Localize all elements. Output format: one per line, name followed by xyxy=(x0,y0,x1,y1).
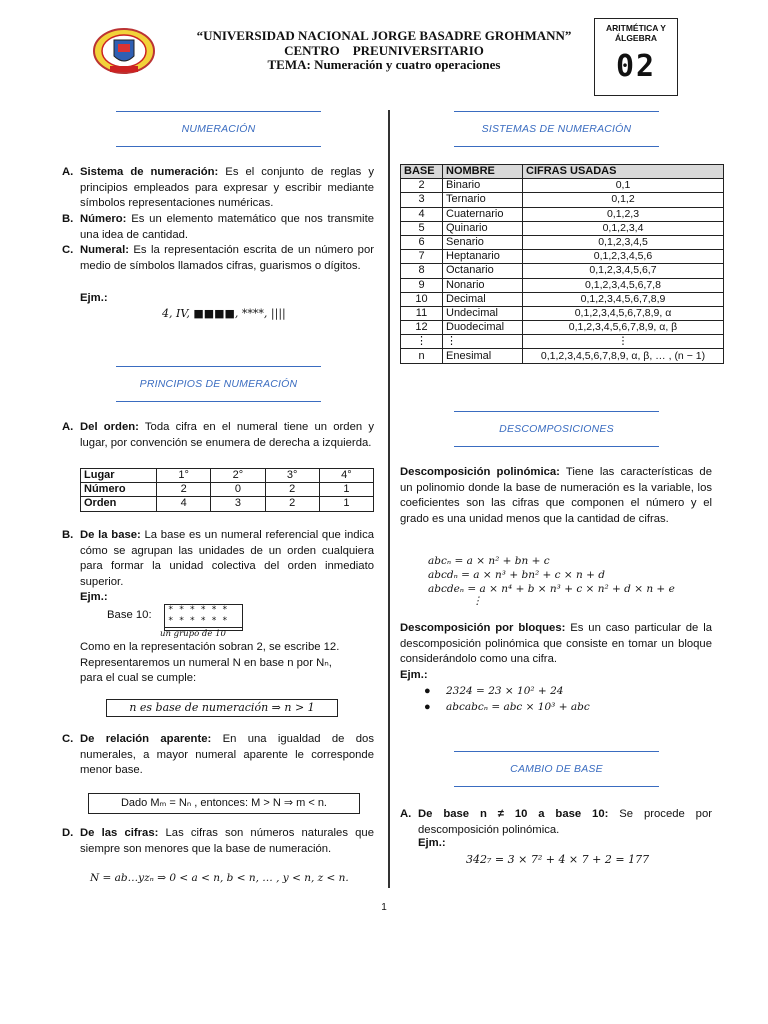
table-cell: ⋮ xyxy=(523,335,724,349)
term: De base n ≠ 10 a base 10: xyxy=(418,808,609,820)
item-marker: C. xyxy=(62,733,74,745)
descomposicion-bloques xyxy=(400,621,712,668)
column-header: CIFRAS USADAS xyxy=(523,165,724,179)
relacion-rule-box: Dado Mₘ = Nₙ , entonces: M > N ⇒ m < n. xyxy=(88,793,360,814)
principle-text: La base es un numeral referencial que indica cómo se agrupan las unidades de un orden cualquiera para formar la unidad colectiva del orden inmediato superior. xyxy=(80,529,375,588)
header-line-2: CENTRO PREUNIVERSITARIO xyxy=(284,43,484,58)
group-caption: un grupo de 10 xyxy=(160,629,226,639)
column-divider xyxy=(388,110,390,888)
table-cell: Decimal xyxy=(443,292,523,306)
table-row xyxy=(81,469,374,483)
principle-text: Toda cifra en el numeral tiene un orden y lugar, por convención se enumera de derecha a izquierda. xyxy=(80,421,374,449)
section-rule xyxy=(454,751,659,752)
table-cell: 0,1,2,3,4,5,6,7,8,9, α xyxy=(523,306,724,320)
table-row xyxy=(401,349,724,363)
poli-formula: ⋮ xyxy=(472,595,483,607)
section-title-cambio: CAMBIO DE BASE xyxy=(510,763,603,775)
principle-text: En una igualdad de dos numerales, a mayor numeral aparente le corresponde menor base. xyxy=(80,733,374,777)
table-cell: 3° xyxy=(265,469,319,483)
table-cell: 1 xyxy=(319,497,373,511)
item-marker: C. xyxy=(62,244,74,256)
term: Descomposición polinómica: xyxy=(400,466,560,478)
cambio-base-rule xyxy=(418,807,712,838)
column-header: BASE xyxy=(401,165,443,179)
table-cell: 0,1,2,3,4,5,6,7,8,9, α, β xyxy=(523,321,724,335)
term: Descomposición por bloques: xyxy=(400,622,566,634)
table-cell: Enesimal xyxy=(443,349,523,363)
section-rule xyxy=(116,366,321,367)
table-row xyxy=(401,292,724,306)
table-row xyxy=(401,193,724,207)
page-number: 1 xyxy=(381,902,387,913)
table-cell: 2 xyxy=(157,483,211,497)
item-marker: A. xyxy=(62,166,74,178)
table-cell: 2° xyxy=(211,469,265,483)
poli-formula: abcₙ = a × n² + bn + c xyxy=(428,555,550,567)
table-cell: 0 xyxy=(211,483,265,497)
header-topic: TEMA: Numeración y cuatro operaciones xyxy=(267,57,501,72)
principle-text: Las cifras son números naturales que siempre son menores que la base de numeración. xyxy=(80,827,374,855)
section-rule xyxy=(116,401,321,402)
base10-label: Base 10: xyxy=(107,609,152,621)
table-cell: 1° xyxy=(157,469,211,483)
table-cell: Heptanario xyxy=(443,250,523,264)
course-box xyxy=(594,18,678,96)
section-rule xyxy=(116,146,321,147)
section-rule xyxy=(454,411,659,412)
example-label: Ejm.: xyxy=(418,837,446,849)
term: Del orden: xyxy=(80,421,139,433)
item-marker: A. xyxy=(62,421,74,433)
table-cell: 0,1,2,3,4,5,6 xyxy=(523,250,724,264)
poli-formula: abcdeₙ = a × n⁴ + b × n³ + c × n² + d × n + e xyxy=(428,583,675,595)
cifras-formula: N = ab…yzₙ ⇒ 0 < a < n, b < n, … , y < n, z < n. xyxy=(90,872,349,884)
table-row xyxy=(401,207,724,221)
table-cell: 0,1,2,3,4 xyxy=(523,221,724,235)
table-row xyxy=(401,221,724,235)
definition-text: Es un caso particular de la descomposición polinómica que consiste en tomar un bloque considerándolo como una cifra. xyxy=(400,622,712,666)
descomposicion-polinomica xyxy=(400,465,712,527)
table-cell: 9 xyxy=(401,278,443,292)
term: De la base: xyxy=(80,529,141,541)
table-row xyxy=(401,250,724,264)
bloques-example: 2324 = 23 × 10² + 24 xyxy=(446,685,564,697)
section-rule xyxy=(454,786,659,787)
principle-orden xyxy=(80,420,374,451)
table-cell: n xyxy=(401,349,443,363)
table-cell: 11 xyxy=(401,306,443,320)
table-cell: 4 xyxy=(401,207,443,221)
table-cell: Lugar xyxy=(81,469,157,483)
section-rule xyxy=(454,446,659,447)
table-cell: ⋮ xyxy=(443,335,523,349)
table-cell: 4° xyxy=(319,469,373,483)
table-cell: Binario xyxy=(443,179,523,193)
principle-base xyxy=(80,528,374,590)
base-explanation-3: para el cual se cumple: xyxy=(80,672,197,684)
table-cell: 0,1,2,3 xyxy=(523,207,724,221)
table-row xyxy=(401,306,724,320)
table-cell: 12 xyxy=(401,321,443,335)
table-cell: 1 xyxy=(319,483,373,497)
section-title-numeracion: NUMERACIÓN xyxy=(181,123,256,135)
term: De relación aparente: xyxy=(80,733,212,745)
definition-numero xyxy=(80,212,374,243)
table-cell: 6 xyxy=(401,235,443,249)
table-row xyxy=(401,335,724,349)
table-row xyxy=(401,321,724,335)
term: Numeral: xyxy=(80,244,129,256)
table-header-row xyxy=(401,165,724,179)
table-cell: Número xyxy=(81,483,157,497)
table-cell: 8 xyxy=(401,264,443,278)
definition-text: Es un elemento matemático que nos transmite una idea de cantidad. xyxy=(80,213,374,241)
course-number: 02 xyxy=(615,49,657,84)
example-label: Ejm.: xyxy=(400,669,428,681)
table-row xyxy=(81,483,374,497)
cambio-example: 342₇ = 3 × 7² + 4 × 7 + 2 = 177 xyxy=(466,853,650,866)
definition-text: Tiene las características de un polinomio donde la base de numeración es la variable, los coeficientes son las cifras que componen el número y el grado es una unidad menos que la cantidad de cifras. xyxy=(400,466,712,525)
item-marker: A. xyxy=(400,808,412,820)
header-line-1: “UNIVERSIDAD NACIONAL JORGE BASADRE GROHMANN” xyxy=(196,28,572,43)
definition-numeral xyxy=(80,243,374,274)
table-cell: Orden xyxy=(81,497,157,511)
table-cell: 2 xyxy=(265,497,319,511)
table-cell: 7 xyxy=(401,250,443,264)
table-cell: 0,1,2,3,4,5,6,7,8,9 xyxy=(523,292,724,306)
stars-row: * * * * * * xyxy=(168,605,228,615)
orden-table xyxy=(80,468,374,512)
bloques-example: abcabcₙ = abc × 10³ + abc xyxy=(446,701,590,713)
term: Número: xyxy=(80,213,127,225)
base-explanation-1: Como en la representación sobran 2, se escribe 12. xyxy=(80,641,340,653)
stars-box xyxy=(164,604,243,628)
bullet-icon: ● xyxy=(424,701,431,713)
table-cell: Quinario xyxy=(443,221,523,235)
example-label: Ejm.: xyxy=(80,292,108,304)
base-explanation-2: Representaremos un numeral N en base n por Nₙ, xyxy=(80,657,332,669)
definition-sistema xyxy=(80,165,374,212)
table-cell: 3 xyxy=(211,497,265,511)
table-cell: Octanario xyxy=(443,264,523,278)
table-cell: Undecimal xyxy=(443,306,523,320)
table-row xyxy=(401,179,724,193)
bullet-icon: ● xyxy=(424,685,431,697)
table-cell: 0,1,2,3,4,5 xyxy=(523,235,724,249)
table-row xyxy=(401,264,724,278)
table-cell: 10 xyxy=(401,292,443,306)
numeral-example: 4, IV, ■■■■, ****, |||| xyxy=(162,307,286,320)
table-cell: 3 xyxy=(401,193,443,207)
term: Sistema de numeración: xyxy=(80,166,219,178)
principle-cifras xyxy=(80,826,374,857)
table-cell: 0,1,2 xyxy=(523,193,724,207)
table-cell: Senario xyxy=(443,235,523,249)
table-cell: 2 xyxy=(401,179,443,193)
section-rule xyxy=(454,146,659,147)
table-cell: 0,1,2,3,4,5,6,7,8,9, α, β, … , (n − 1) xyxy=(523,349,724,363)
table-cell: 4 xyxy=(157,497,211,511)
table-cell: 0,1,2,3,4,5,6,7,8 xyxy=(523,278,724,292)
item-marker: B. xyxy=(62,529,74,541)
table-cell: 5 xyxy=(401,221,443,235)
table-row xyxy=(401,278,724,292)
table-body xyxy=(401,179,724,363)
table-cell: 2 xyxy=(265,483,319,497)
definition-text: Es la representación escrita de un número por medio de símbolos llamados cifras, guarismos o dígitos. xyxy=(80,244,374,272)
section-rule xyxy=(116,111,321,112)
item-marker: D. xyxy=(62,827,74,839)
section-title-sistemas: SISTEMAS DE NUMERACIÓN xyxy=(481,123,632,135)
definition-text: Es el conjunto de reglas y principios empleados para expresar y escribir mediante símbolos representaciones numéricas. xyxy=(80,166,374,210)
section-title-principios: PRINCIPIOS DE NUMERACIÓN xyxy=(139,378,298,390)
term: De las cifras: xyxy=(80,827,159,839)
table-cell: Nonario xyxy=(443,278,523,292)
table-cell: 0,1 xyxy=(523,179,724,193)
column-header: NOMBRE xyxy=(443,165,523,179)
table-cell: Cuaternario xyxy=(443,207,523,221)
table-cell: 0,1,2,3,4,5,6,7 xyxy=(523,264,724,278)
course-name: ARITMÉTICA Y ÁLGEBRA xyxy=(606,23,666,43)
item-marker: B. xyxy=(62,213,74,225)
base-rule-box: n es base de numeración ⇒ n > 1 xyxy=(106,699,338,717)
table-cell: Ternario xyxy=(443,193,523,207)
table-cell: ⋮ xyxy=(401,335,443,349)
section-title-descomposiciones: DESCOMPOSICIONES xyxy=(499,423,614,435)
principle-relacion xyxy=(80,732,374,779)
poli-formula: abcdₙ = a × n³ + bn² + c × n + d xyxy=(428,569,605,581)
stars-row: * * * * * * xyxy=(168,616,228,626)
table-cell: Duodecimal xyxy=(443,321,523,335)
rule-text: Se procede por descomposición polinómica. xyxy=(418,808,713,836)
table-row xyxy=(401,235,724,249)
section-rule xyxy=(454,111,659,112)
example-label: Ejm.: xyxy=(80,591,108,603)
table-row xyxy=(81,497,374,511)
numeration-systems-table xyxy=(400,164,724,364)
